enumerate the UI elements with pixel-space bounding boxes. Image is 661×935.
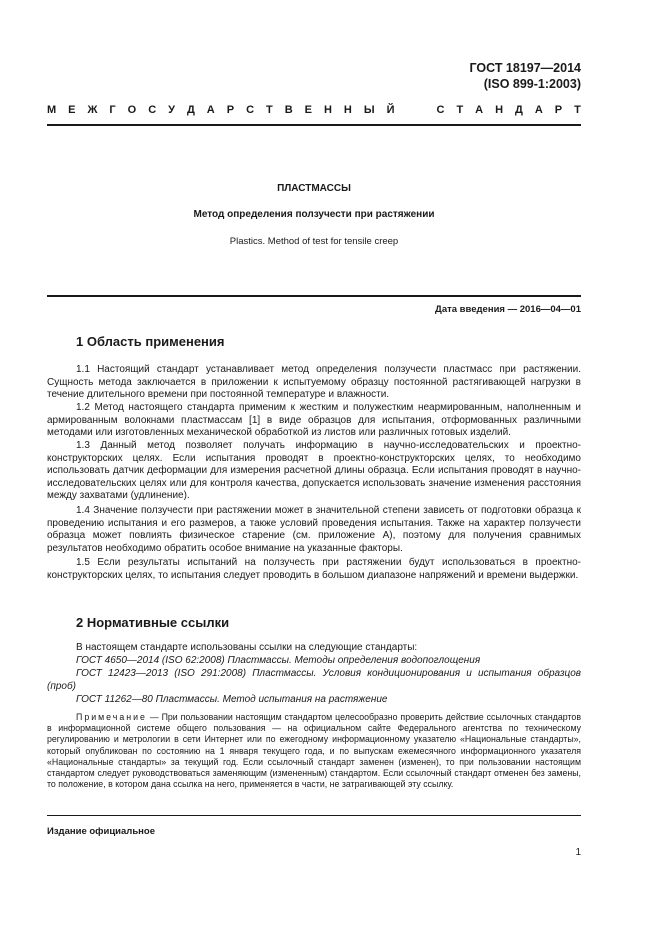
official-edition-label: Издание официальное [47,826,155,837]
english-title: Plastics. Method of test for tensile creep [229,236,399,247]
page-number: 1 [575,847,581,858]
banner-letter: Е [304,104,312,116]
standard-designation [469,60,581,92]
paragraph-1-4: 1.4 Значение ползучести при растяжении может в значительной степени зависеть от подготовки образца к проведению испытания и его размеров, а также условий проведения испытания. Также на характер ползучести образца может повлиять физическое старение (см. приложение А), поэтому для получения сравнимых результатов необходимо обратить особое внимание на указанные факторы. [47,505,581,554]
banner-letter: Д [186,104,195,116]
banner-letter: С [148,104,157,116]
banner-letter: А [206,104,215,116]
banner-letter: Г [109,104,116,116]
paragraph-1-3: 1.3 Данный метод позволяет получать информацию в научно-исследовательских и проектно-конструкторских целях. Если испытания проводят в проектно-конструкторских целях, то необходимо использовать датчик деформации для измерения расчетной длины образца. Если испытания проводят в научно-исследовательских целях или для контроля качества, допускается использовать значение изменения расстояния между захватами (удлинение). [47,440,581,502]
note-label: Примечание [76,712,147,722]
note-text: — При пользовании настоящим стандартом целесообразно проверить действие ссылочных стандартов в информационной системе общего пользования — на официальном сайте Федерального агентства по техническому регулированию и метрологии в сети Интернет или по ежегодному информационному указателю «Национальные стандарты», который опубликован по состоянию на 1 января текущего года, и по выпускам ежемесячного информационного указателя «Национальные стандарты» за текущий год. Если ссылочный стандарт заменен (изменен), то при пользовании настоящим стандартом следует руководствоваться заменяющим (измененным) стандартом. Если ссылочный стандарт отменен без замены, то положение, в котором дана ссылка на него, применяется в части, не затрагивающей эту ссылку. [47,712,581,790]
banner-letter: С [436,104,445,116]
banner-letter: Ы [363,104,375,116]
banner-letter: В [284,104,293,116]
interstate-standard-banner [47,104,581,116]
banner-letter: А [475,104,484,116]
banner-gap [407,104,425,116]
reference-item: ГОСТ 12423—2013 (ISO 291:2008) Пластмассы. Условия кондиционирования и испытания образцов (проб) [47,668,581,692]
paragraph-1-2: 1.2 Метод настоящего стандарта применим к жестким и полужестким неармированным, наполненным и армированным волокнами пластмассам [1] в виде образцов для испытания, отформованных различными методами или изготовленных механической обработкой из листов или различных готовых изделий. [47,402,581,439]
banner-letter: Р [226,104,235,116]
footer-rule [47,815,581,816]
document-title: ПЛАСТМАССЫ [277,183,351,194]
references-lead: В настоящем стандарте использованы ссылки на следующие стандарты: [76,642,418,653]
section-1-heading: 1 Область применения [76,334,225,349]
document-subtitle: Метод определения ползучести при растяжении [193,209,435,220]
banner-letter: Ж [87,104,98,116]
reference-item: ГОСТ 4650—2014 (ISO 62:2008) Пластмассы. Методы определения водопоглощения [76,655,481,666]
banner-letter: Н [343,104,352,116]
section-2-heading: 2 Нормативные ссылки [76,615,230,630]
banner-letter: Т [456,104,464,116]
banner-letter: Е [68,104,76,116]
standard-code: ГОСТ 18197—2014 [469,61,581,75]
banner-letter: С [246,104,255,116]
header-rule [47,124,581,126]
reference-item: ГОСТ 11262—80 Пластмассы. Метод испытания на растяжение [76,694,388,705]
banner-letter: Д [515,104,523,116]
introduction-date: Дата введения — 2016—04—01 [435,304,581,315]
banner-letter: Н [323,104,332,116]
iso-code: (ISO 899-1:2003) [483,77,581,91]
paragraph-1-5: 1.5 Если результаты испытаний на ползучесть при растяжении будут использоваться в проектно-конструкторских целях, то испытания следует проводить в большом диапазоне напряжений и времени выдержки. [47,557,581,581]
banner-letter: Н [495,104,504,116]
title-rule [47,295,581,297]
banner-letter: Т [266,104,273,116]
banner-letter: О [127,104,137,116]
paragraph-1-1: 1.1 Настоящий стандарт устанавливает метод определения ползучести пластмасс при растяжении. Сущность метода заключается в приложении к испытуемому образцу постоянной растягивающей нагрузки в течение длительного времени при постоянной температуре и влажности. [47,364,581,401]
banner-letter: Р [554,104,563,116]
banner-letter: М [47,104,57,116]
banner-letter: А [534,104,543,116]
references-note [47,712,581,790]
banner-letter: У [168,104,175,116]
banner-letter: Й [386,104,395,116]
banner-letter: Т [574,104,581,116]
